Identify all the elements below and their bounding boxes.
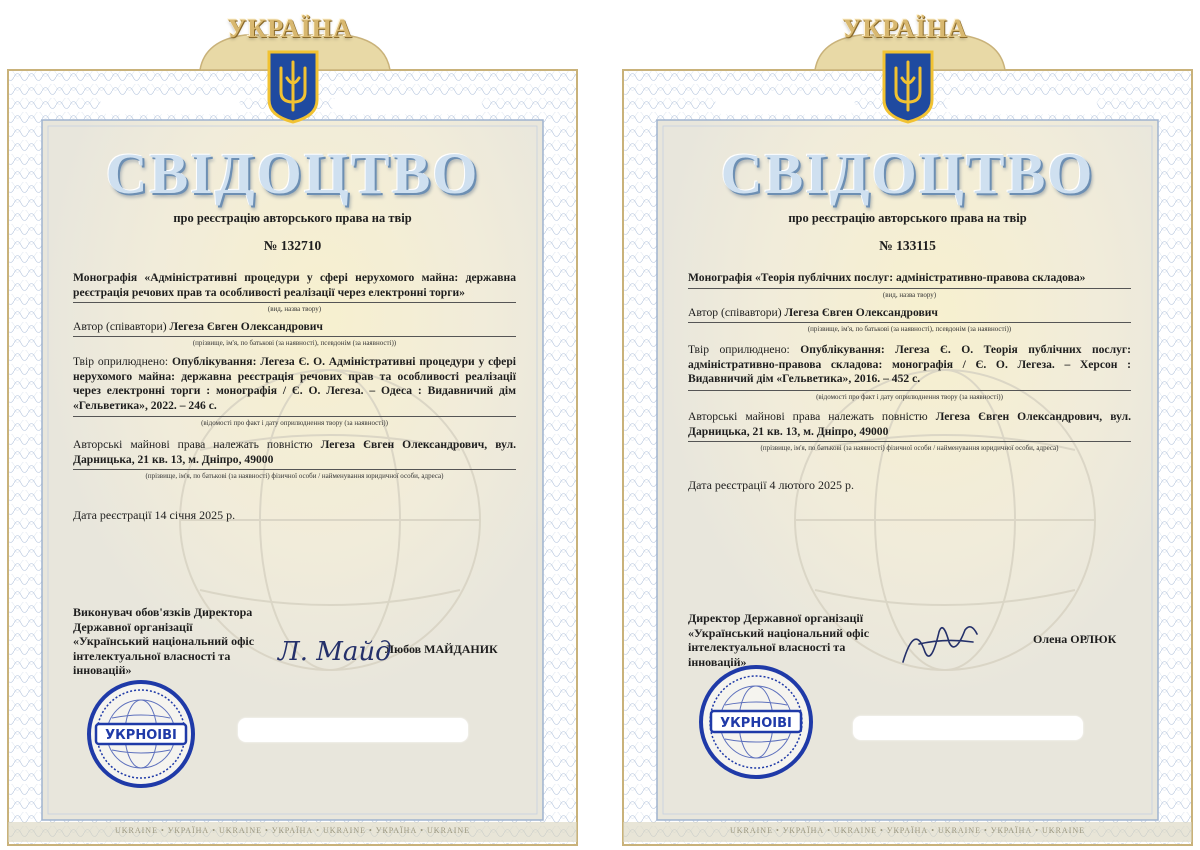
published-block [73, 355, 516, 413]
published-caption: (відомості про факт і дату оприлюднення твору (за наявності)) [816, 393, 1003, 401]
published-text: Опублікування: Легеза Є. О. Теорія публічних послуг: адміністративно-правова складова: монографія / Є. О. Легеза. – Херсон : Видавничий дім «Гельветика», 2016. – 452 с. [688, 343, 1132, 385]
certificate-1 [0, 0, 585, 850]
redacted-field [853, 716, 1083, 740]
redacted-field [100, 97, 240, 114]
country-heading: УКРАЇНА [842, 14, 968, 43]
signer-name: Олена ОРЛЮК [1033, 632, 1117, 646]
registration-date: Дата реєстрації 4 лютого 2025 р. [688, 478, 855, 492]
divider [73, 416, 516, 417]
author-line [73, 320, 516, 335]
work-caption: (вид, назва твору) [882, 291, 937, 299]
rights-block [73, 438, 516, 467]
signer-name: Любов МАЙДАНИК [385, 642, 498, 656]
work-title: Монографія «Теорія публічних послуг: адміністративно-правова складова» [688, 271, 1086, 284]
rights-caption: (прізвище, ім'я, по батькові (за наявності) фізичної особи / найменування юридичної особи, адреса) [145, 472, 444, 480]
official-seal [681, 663, 831, 781]
divider [73, 336, 516, 337]
trident-emblem-icon [265, 48, 321, 124]
rights-holder: Легеза Євген Олександрович, вул. Дарницька, 21 кв. 13, м. Дніпро, 49000 [688, 410, 1131, 438]
divider [73, 302, 516, 303]
certificate-2 [615, 0, 1200, 850]
redacted-field [332, 97, 482, 114]
signature [895, 612, 985, 674]
trident-emblem-icon [880, 48, 936, 124]
border-text: UKRAINE • УКРАЇНА • UKRAINE • УКРАЇНА • UKRAINE • УКРАЇНА • UKRAINE [729, 826, 1086, 835]
divider [688, 390, 1131, 391]
rights-label: Авторські майнові права належать повністю [73, 438, 313, 451]
published-text: Опублікування: Легеза Є. О. Адміністративні процедури у сфері нерухомого майна: державна реєстрація речових прав та особливості реалізації через електронні торги : монографія / Є. О. Легеза. – Одеса : Видавничий дім «Гельветика», 2022. – 246 с. [73, 355, 516, 412]
rights-block [688, 410, 1131, 439]
author-caption: (прізвище, ім'я, по батькові (за наявності), псевдонім (за наявності)) [192, 339, 397, 347]
signature-text: Л. Майд [278, 637, 392, 667]
certificate-subtitle: про реєстрацію авторського права на твір [788, 211, 1027, 225]
author-caption: (прізвище, ім'я, по батькові (за наявності), псевдонім (за наявності)) [807, 325, 1012, 333]
rights-label: Авторські майнові права належать повністю [688, 410, 928, 423]
country-heading: УКРАЇНА [227, 14, 353, 43]
divider [73, 469, 516, 470]
signer-title: Директор Державної організації «Український національний офіс інтелектуальної власності та інновацій» [688, 611, 870, 669]
redacted-field [238, 718, 468, 742]
divider [688, 441, 1131, 442]
official-seal [66, 678, 216, 790]
work-title: Монографія «Адміністративні процедури у сфері нерухомого майна: державна реєстрація речових прав та особливості реалізації через електронні торги» [73, 271, 516, 299]
redacted-field [715, 97, 855, 114]
published-label: Твір оприлюднено: [688, 343, 790, 356]
work-caption: (вид, назва твору) [267, 305, 322, 313]
rights-holder: Легеза Євген Олександрович, вул. Дарницька, 21 кв. 13, м. Дніпро, 49000 [73, 438, 516, 466]
border-text: UKRAINE • УКРАЇНА • UKRAINE • УКРАЇНА • UKRAINE • УКРАЇНА • UKRAINE [114, 826, 471, 835]
author-name: Легеза Євген Олександрович [784, 306, 938, 319]
certificate-subtitle: про реєстрацію авторського права на твір [173, 211, 412, 225]
rights-caption: (прізвище, ім'я, по батькові (за наявності) фізичної особи / найменування юридичної особи, адреса) [760, 444, 1059, 452]
certificate-title: СВІДОЦТВО [720, 141, 1095, 206]
signer-title: Виконувач обов'язків Директора Державної організації «Український національний офіс інтелектуальної власності та інновацій» [73, 605, 255, 677]
author-line [688, 306, 1131, 321]
published-label: Твір оприлюднено: [73, 355, 169, 368]
seal-label: УКРНОІВІ [720, 716, 792, 731]
published-block [688, 343, 1131, 387]
registration-date: Дата реєстрації 14 січня 2025 р. [73, 508, 236, 522]
author-name: Легеза Євген Олександрович [169, 320, 323, 333]
certificate-number: № 132710 [263, 238, 322, 253]
divider [688, 322, 1131, 323]
author-label: Автор (співавтори) [73, 320, 167, 333]
divider [688, 288, 1131, 289]
signature [270, 618, 392, 678]
author-label: Автор (співавтори) [688, 306, 782, 319]
certificate-title: СВІДОЦТВО [105, 141, 480, 206]
certificate-number: № 133115 [879, 238, 936, 253]
seal-label: УКРНОІВІ [105, 728, 177, 743]
redacted-field [947, 97, 1097, 114]
published-caption: (відомості про факт і дату оприлюднення твору (за наявності)) [201, 419, 388, 427]
